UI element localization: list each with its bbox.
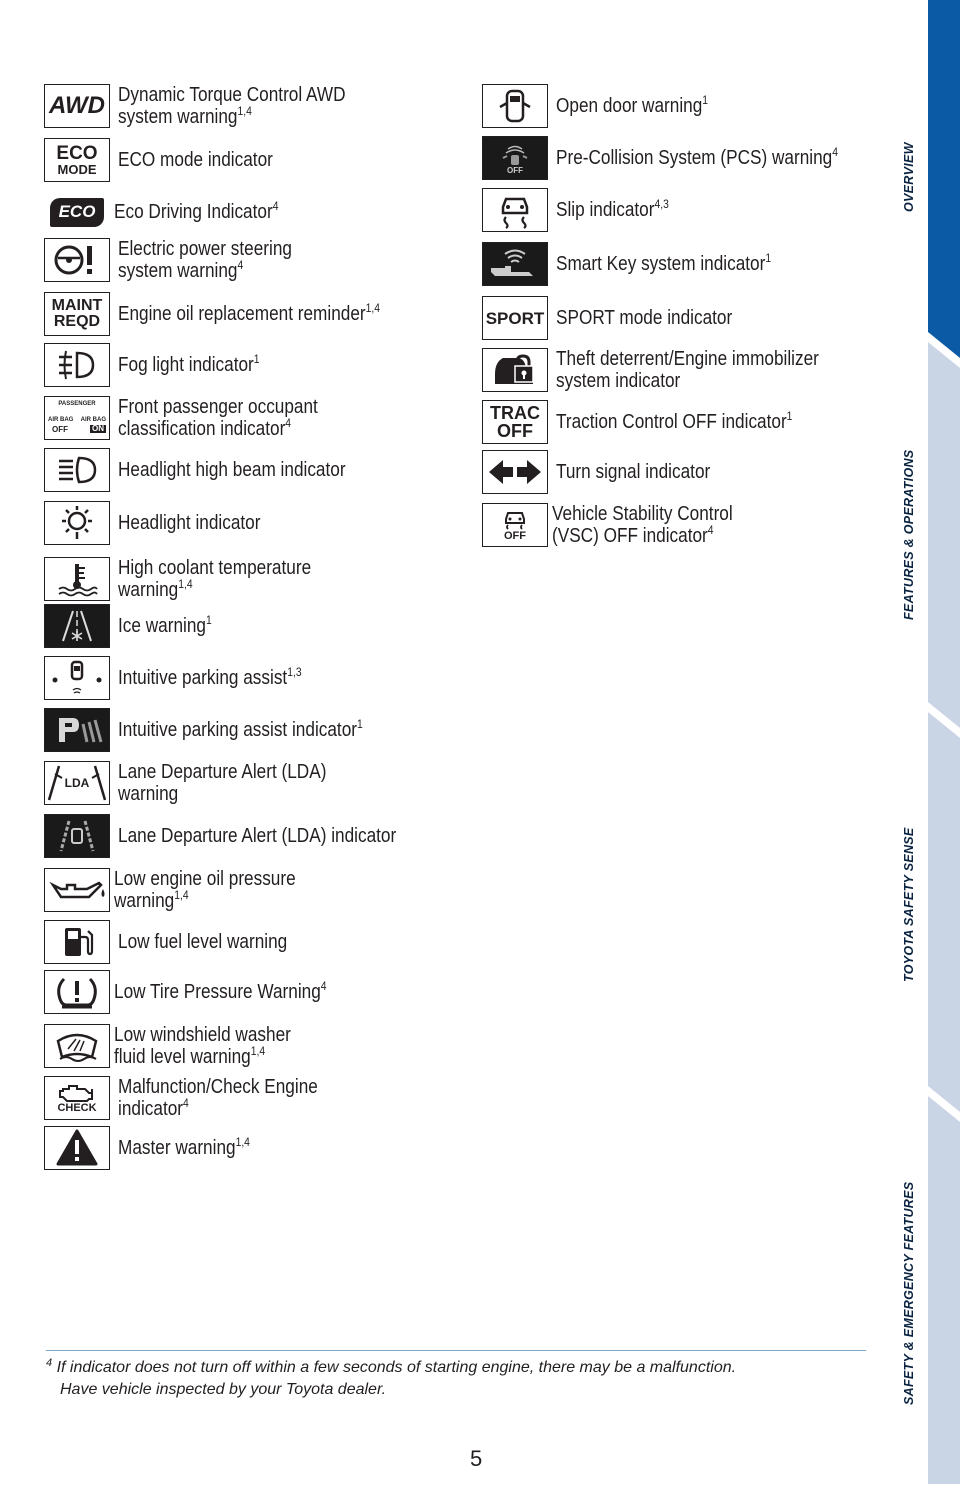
indicator-label: Dynamic Torque Control AWD system warning$^{1,4}$ — [118, 84, 346, 128]
lda-warning-icon: LDA — [44, 761, 110, 805]
oil-pressure-icon — [44, 868, 110, 912]
vsc-off-icon: OFF — [482, 503, 548, 547]
indicator-label: Traction Control OFF indicator$^1$ — [556, 409, 793, 433]
passenger-airbag-icon: PASSENGER AIR BAG OFF AIR BAG ON — [44, 396, 110, 440]
indicator-label: Low fuel level warning — [118, 931, 288, 953]
indicator-label: Low windshield washer fluid level warning$^{1,4}$ — [114, 1024, 291, 1068]
indicator-row — [44, 501, 284, 545]
indicator-row — [44, 84, 383, 128]
fuel-level-icon — [44, 920, 110, 964]
indicator-label: Ice warning$^1$ — [118, 613, 212, 637]
maint-reqd-icon: MAINT REQD — [44, 292, 110, 336]
indicator-row — [44, 190, 305, 234]
indicator-label: Intuitive parking assist indicator$^1$ — [118, 717, 363, 741]
section-sidebar — [928, 0, 960, 1484]
indicator-row — [482, 296, 761, 340]
indicator-label: Headlight high beam indicator — [118, 459, 346, 481]
indicator-label: Front passenger occupant classification indicator$^4$ — [118, 396, 318, 440]
sport-mode-icon: SPORT — [482, 296, 548, 340]
page-number: 5 — [470, 1446, 483, 1471]
tab-overview[interactable]: OVERVIEW — [902, 142, 916, 212]
indicator-row — [44, 448, 383, 492]
indicator-label: Pre-Collision System (PCS) warning$^4$ — [556, 145, 838, 169]
indicator-label: Fog light indicator$^1$ — [118, 352, 260, 376]
indicator-label: ECO mode indicator — [118, 149, 273, 171]
indicator-row — [44, 920, 315, 964]
tire-pressure-icon — [44, 970, 110, 1014]
indicator-label: Lane Departure Alert (LDA) indicator — [118, 825, 397, 847]
high-beam-icon — [44, 448, 110, 492]
indicator-label: Master warning$^{1,4}$ — [118, 1135, 250, 1159]
lda-indicator-icon — [44, 814, 110, 858]
indicator-label: Low engine oil pressure warning$^{1,4}$ — [114, 868, 296, 912]
indicator-label: Open door warning$^1$ — [556, 93, 709, 117]
footnote — [46, 1350, 866, 1401]
indicator-row — [44, 814, 442, 858]
fog-light-icon — [44, 343, 110, 387]
awd-icon: AWD — [44, 84, 110, 128]
indicator-row — [44, 708, 403, 752]
parking-assist-indicator-icon — [44, 708, 110, 752]
sidebar-tabs-graphic — [928, 0, 960, 1484]
eco-mode-icon: ECO MODE — [44, 138, 110, 182]
indicator-row — [44, 343, 283, 387]
tab-toyota-safety-sense[interactable]: TOYOTA SAFETY SENSE — [902, 827, 916, 982]
parking-assist-icon — [44, 656, 110, 700]
indicator-row — [482, 503, 762, 547]
indicator-label: High coolant temperature warning$^{1,4}$ — [118, 557, 312, 601]
footnote-text-2: Have vehicle inspected by your Toyota dealer. — [60, 1381, 387, 1398]
washer-fluid-icon — [44, 1024, 110, 1068]
turn-signal-icon — [482, 450, 548, 494]
trac-off-icon: TRAC OFF — [482, 400, 548, 444]
eco-driving-icon: ECO — [44, 190, 110, 234]
indicator-label: Turn signal indicator — [556, 461, 711, 483]
coolant-temp-icon — [44, 557, 110, 601]
indicator-label: Malfunction/Check Engine indicator$^4$ — [118, 1076, 318, 1120]
indicator-row — [44, 1126, 271, 1170]
indicator-row — [44, 604, 227, 648]
indicator-row — [44, 656, 331, 700]
indicator-row — [44, 1024, 320, 1068]
indicator-label: SPORT mode indicator — [556, 307, 733, 329]
indicator-row — [482, 400, 831, 444]
smart-key-icon — [482, 242, 548, 286]
tab-safety-emergency[interactable]: SAFETY & EMERGENCY FEATURES — [902, 1181, 916, 1405]
indicator-row — [482, 188, 687, 232]
indicator-label: Intuitive parking assist$^{1,3}$ — [118, 665, 302, 689]
indicator-row — [44, 292, 423, 336]
check-engine-icon: CHECK — [44, 1076, 110, 1120]
footnote-text: If indicator does not turn off within a few seconds of starting engine, there may be a malfunction. — [56, 1359, 737, 1376]
indicator-row — [44, 1076, 350, 1120]
indicator-row — [44, 970, 361, 1014]
indicator-row — [482, 450, 735, 494]
indicator-label: Engine oil replacement reminder$^{1,4}$ — [118, 301, 380, 325]
indicator-row — [44, 761, 360, 805]
indicator-label: Theft deterrent/Engine immobilizer system indicator — [556, 348, 819, 392]
indicator-label: Smart Key system indicator$^1$ — [556, 251, 772, 275]
indicator-row — [44, 138, 298, 182]
ice-warning-icon — [44, 604, 110, 648]
indicator-label: Vehicle Stability Control (VSC) OFF indicator$^4$ — [552, 503, 733, 547]
indicator-row — [44, 238, 320, 282]
power-steering-warning-icon — [44, 238, 110, 282]
pcs-warning-icon: OFF — [482, 136, 548, 180]
indicator-label: Eco Driving Indicator$^4$ — [114, 199, 279, 223]
indicator-row — [44, 557, 343, 601]
tab-features-operations[interactable]: FEATURES & OPERATIONS — [902, 449, 916, 620]
indicator-label: Slip indicator$^{4,3}$ — [556, 197, 669, 221]
footnote-marker: 4 — [46, 1357, 53, 1369]
headlight-icon — [44, 501, 110, 545]
indicator-label: Lane Departure Alert (LDA) warning — [118, 761, 327, 805]
indicator-row — [482, 84, 733, 128]
indicator-label: Headlight indicator — [118, 512, 261, 534]
slip-indicator-icon — [482, 188, 548, 232]
indicator-label: Low Tire Pressure Warning$^4$ — [114, 979, 327, 1003]
indicator-row — [44, 868, 325, 912]
master-warning-icon — [44, 1126, 110, 1170]
theft-deterrent-icon — [482, 348, 548, 392]
indicator-row — [482, 348, 862, 392]
indicator-row — [482, 136, 884, 180]
indicator-row — [44, 396, 350, 440]
open-door-icon — [482, 84, 548, 128]
indicator-row — [482, 242, 806, 286]
indicator-label: Electric power steering system warning$^4$ — [118, 238, 292, 282]
